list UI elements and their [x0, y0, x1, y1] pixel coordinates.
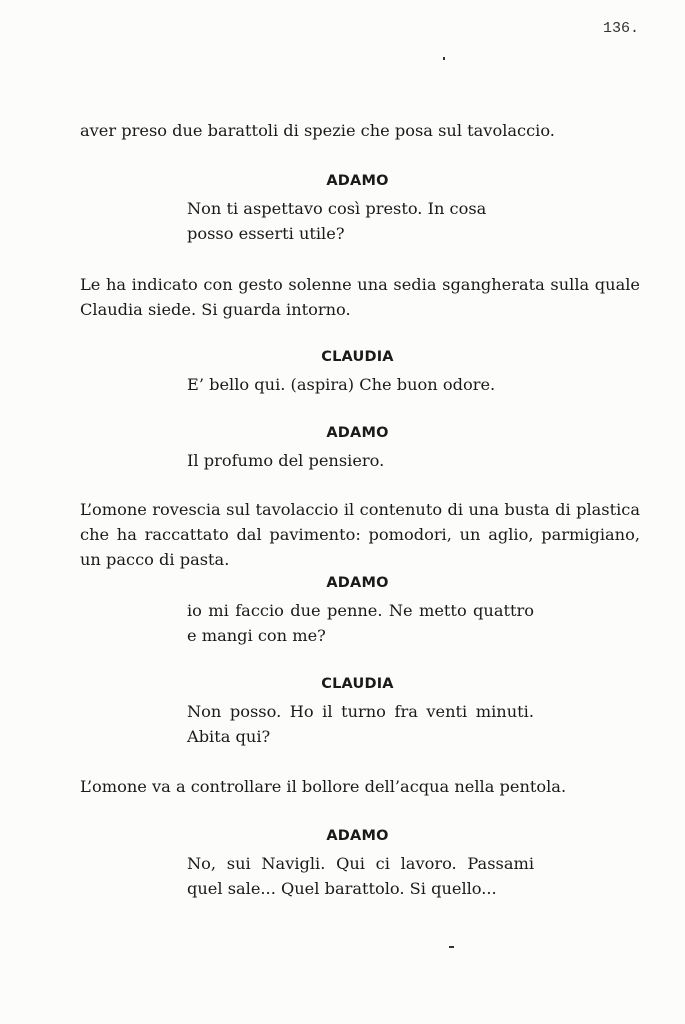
page-number: 136.	[603, 20, 640, 37]
dialogue-line: Il profumo del pensiero.	[187, 451, 385, 470]
dialogue-line: Non ti aspettavo così presto. In cosa posso esserti utile?	[187, 199, 487, 243]
character-name-adamo: ADAMO	[326, 425, 389, 441]
dialogue-line: No, sui Navigli. Qui ci lavoro. Passami quel sale... Quel barattolo. Si quello...	[187, 854, 534, 898]
character-name-claudia: CLAUDIA	[321, 676, 394, 692]
dialogue-line: Non posso. Ho il turno fra venti minuti. Abita qui?	[187, 702, 534, 746]
action-line: L’omone rovescia sul tavolaccio il contenuto di una busta di plastica che ha raccattato dal pavimento: pomodori, un aglio, parmigiano, un pacco di pasta.	[80, 500, 640, 569]
action-line: aver preso due barattoli di spezie che posa sul tavolaccio.	[80, 121, 555, 140]
character-name-adamo: ADAMO	[326, 575, 389, 591]
action-line: L’omone va a controllare il bollore dell’acqua nella pentola.	[80, 777, 567, 796]
ink-speck	[443, 57, 445, 60]
ink-speck	[449, 946, 454, 948]
character-name-claudia: CLAUDIA	[321, 349, 394, 365]
character-name-adamo: ADAMO	[326, 173, 389, 189]
dialogue-line: E’ bello qui. (aspira) Che buon odore.	[187, 375, 496, 394]
action-line: Le ha indicato con gesto solenne una sedia sgangherata sulla quale Claudia siede. Si guarda intorno.	[80, 275, 640, 319]
dialogue-line: io mi faccio due penne. Ne metto quattro e mangi con me?	[187, 601, 534, 645]
character-name-adamo: ADAMO	[326, 828, 389, 844]
